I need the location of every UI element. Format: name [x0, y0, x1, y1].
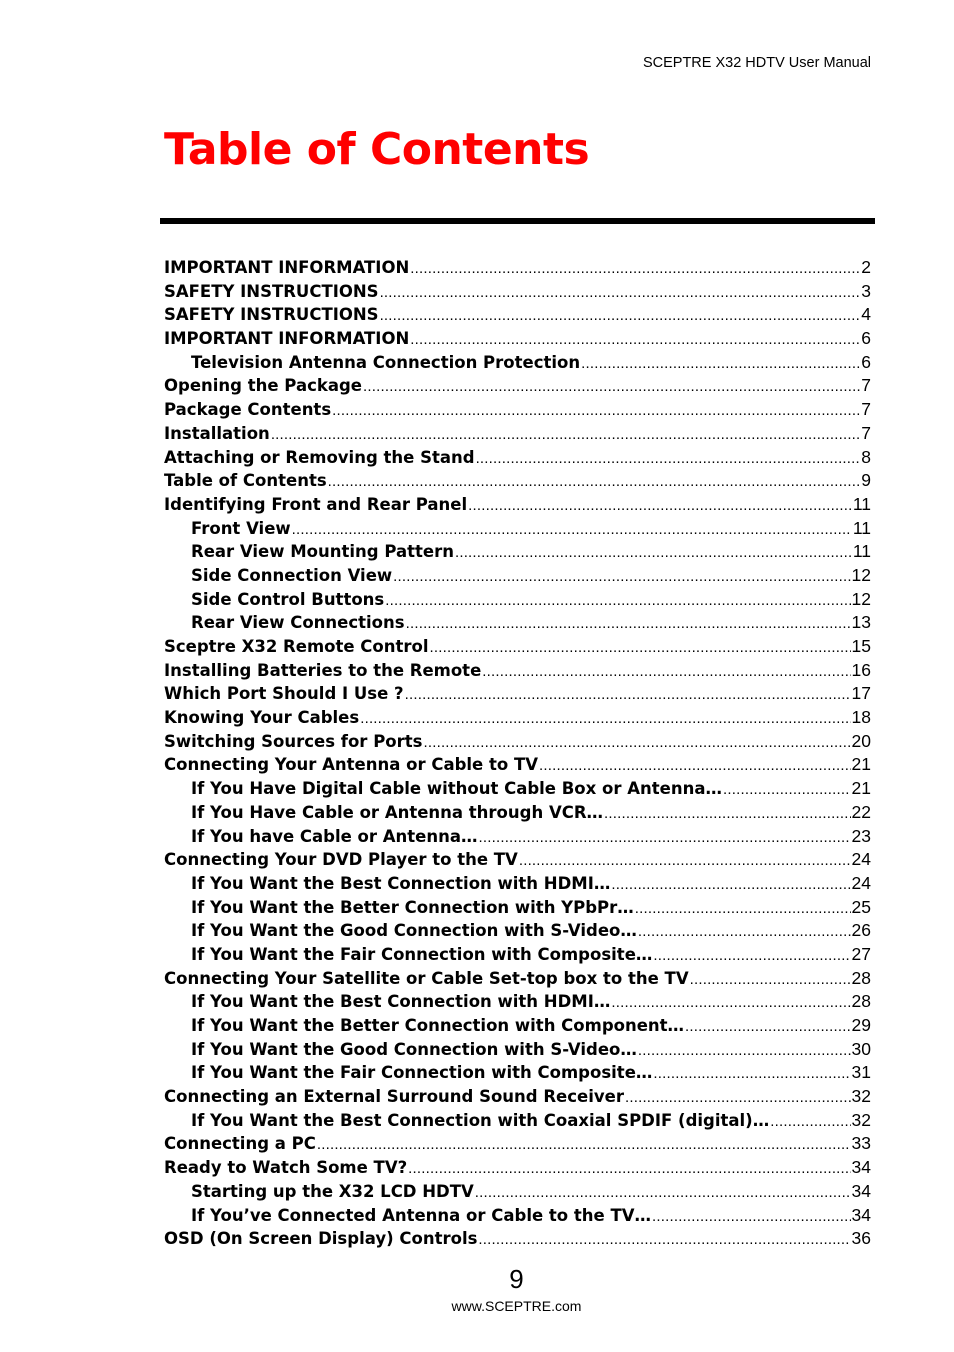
toc-entry-page: 12	[851, 564, 871, 585]
toc-dot-leader	[328, 470, 861, 494]
toc-dot-leader	[380, 304, 861, 328]
toc-subentry[interactable]	[164, 611, 871, 635]
toc-entry[interactable]	[164, 730, 871, 754]
toc-dot-leader	[539, 754, 851, 778]
toc-entry-page: 21	[851, 754, 871, 775]
toc-entry-label: Side Control Buttons	[191, 589, 385, 609]
toc-entry-page: 22	[851, 801, 871, 822]
document-header-title: SCEPTRE X32 HDTV User Manual	[642, 55, 871, 71]
toc-dot-leader	[410, 328, 860, 352]
toc-entry-page: 11	[852, 493, 871, 514]
toc-subentry[interactable]	[164, 896, 871, 920]
toc-entry-page: 32	[851, 1109, 871, 1130]
toc-dot-leader	[519, 849, 851, 873]
toc-dot-leader	[604, 802, 851, 826]
toc-entry-page: 13	[851, 612, 871, 633]
toc-dot-leader	[638, 920, 851, 944]
toc-entry[interactable]	[164, 493, 871, 517]
toc-entry-label: If You Want the Best Connection with HDMI…	[191, 992, 611, 1012]
toc-entry-page: 8	[861, 446, 871, 467]
toc-entry[interactable]	[164, 327, 871, 351]
toc-entry-label: If You’ve Connected Antenna or Cable to the TV…	[191, 1205, 651, 1225]
toc-entry-label: Rear View Mounting Pattern	[191, 542, 454, 562]
toc-dot-leader	[393, 565, 850, 589]
toc-entry-label: Identifying Front and Rear Panel	[164, 494, 468, 514]
toc-dot-leader	[723, 778, 851, 802]
toc-subentry[interactable]	[164, 872, 871, 896]
toc-dot-leader	[611, 873, 850, 897]
toc-entry[interactable]	[164, 280, 871, 304]
toc-entry-page: 11	[852, 517, 871, 538]
toc-entry-page: 23	[851, 825, 871, 846]
toc-entry[interactable]	[164, 967, 871, 991]
toc-dot-leader	[292, 518, 852, 542]
toc-entry-label: Starting up the X32 LCD HDTV	[191, 1181, 474, 1201]
toc-subentry[interactable]	[164, 1109, 871, 1133]
toc-dot-leader	[690, 968, 851, 992]
toc-entry-label: Ready to Watch Some TV?	[164, 1158, 408, 1178]
toc-entry[interactable]	[164, 1227, 871, 1251]
toc-dot-leader	[332, 399, 860, 423]
page-title: Table of Contents	[164, 124, 590, 175]
toc-entry[interactable]	[164, 635, 871, 659]
toc-dot-leader	[653, 1062, 850, 1086]
toc-dot-leader	[475, 1181, 851, 1205]
toc-entry-label: Package Contents	[164, 400, 332, 420]
toc-dot-leader	[770, 1110, 850, 1134]
toc-entry-label: If You Want the Better Connection with Component…	[191, 1016, 685, 1035]
toc-entry-label: Connecting Your Antenna or Cable to TV	[164, 755, 538, 775]
toc-entry-page: 20	[851, 730, 871, 751]
toc-entry-page: 7	[861, 399, 871, 420]
toc-dot-leader	[423, 731, 850, 755]
toc-entry-label: Connecting Your DVD Player to the TV	[164, 850, 518, 870]
toc-subentry[interactable]	[164, 990, 871, 1014]
footer-url: www.SCEPTRE.com	[451, 1298, 582, 1314]
toc-entry-page: 34	[851, 1180, 871, 1201]
toc-entry-label: Which Port Should I Use ?	[164, 684, 404, 704]
toc-dot-leader	[430, 636, 851, 660]
toc-subentry[interactable]	[164, 919, 871, 943]
toc-dot-leader	[478, 1228, 850, 1252]
toc-entry-page: 36	[851, 1228, 871, 1249]
toc-entry-label: If You Have Digital Cable without Cable Box or Antenna…	[191, 779, 722, 799]
toc-subentry[interactable]	[164, 540, 871, 564]
toc-subentry[interactable]	[164, 564, 871, 588]
toc-entry-label: Switching Sources for Ports	[164, 731, 423, 751]
toc-entry[interactable]	[164, 446, 871, 470]
toc-entry[interactable]	[164, 1156, 871, 1180]
toc-entry-page: 2	[861, 257, 871, 277]
toc-entry-label: If You Have Cable or Antenna through VCR…	[191, 802, 604, 822]
toc-entry-label: If You Want the Fair Connection with Composite…	[191, 1063, 653, 1083]
toc-dot-leader	[405, 683, 851, 707]
toc-subentry[interactable]	[164, 1038, 871, 1062]
toc-dot-leader	[408, 1157, 850, 1181]
toc-entry-label: If You Want the Good Connection with S-Video…	[191, 921, 637, 941]
toc-entry[interactable]	[164, 659, 871, 683]
toc-dot-leader	[406, 612, 851, 636]
toc-subentry[interactable]	[164, 351, 871, 375]
page-number: 9	[509, 1264, 524, 1294]
toc-subentry[interactable]	[164, 1204, 871, 1228]
toc-subentry[interactable]	[164, 943, 871, 967]
toc-dot-leader	[380, 281, 861, 305]
toc-entry[interactable]	[164, 398, 871, 422]
toc-entry-page: 16	[851, 659, 871, 680]
toc-entry-label: Installation	[164, 423, 270, 443]
toc-subentry[interactable]	[164, 801, 871, 825]
toc-entry-page: 11	[852, 541, 871, 562]
toc-entry-label: Opening the Package	[164, 376, 362, 396]
toc-entry-page: 18	[851, 707, 871, 728]
toc-entry[interactable]	[164, 469, 871, 493]
toc-entry-label: SAFETY INSTRUCTIONS	[164, 281, 379, 301]
toc-entry-label: OSD (On Screen Display) Controls	[164, 1229, 478, 1249]
toc-subentry[interactable]	[164, 1061, 871, 1085]
toc-entry-page: 24	[851, 849, 871, 870]
toc-entry-page: 25	[851, 896, 871, 917]
toc-entry-page: 7	[861, 422, 871, 443]
toc-entry-page: 9	[861, 470, 871, 491]
toc-entry-page: 3	[861, 280, 871, 301]
toc-entry-label: If You have Cable or Antenna…	[191, 826, 478, 846]
toc-entry-page: 15	[851, 636, 871, 656]
toc-entry-label: Table of Contents	[164, 471, 327, 491]
toc-dot-leader	[611, 991, 850, 1015]
toc-entry-page: 34	[851, 1157, 871, 1178]
toc-entry-page: 34	[851, 1204, 871, 1225]
toc-entry[interactable]	[164, 706, 871, 730]
toc-dot-leader	[363, 375, 860, 399]
toc-entry-label: Installing Batteries to the Remote	[164, 660, 482, 680]
toc-entry-page: 28	[851, 991, 871, 1012]
toc-dot-leader	[638, 1039, 851, 1063]
toc-dot-leader	[685, 1015, 850, 1039]
toc-entry-page: 21	[851, 778, 871, 799]
toc-dot-leader	[468, 494, 852, 518]
toc-dot-leader	[478, 826, 850, 850]
toc-entry-page: 29	[851, 1015, 871, 1035]
toc-entry[interactable]	[164, 682, 871, 706]
toc-entry-page: 30	[851, 1038, 871, 1059]
toc-dot-leader	[581, 352, 860, 376]
toc-subentry[interactable]	[164, 777, 871, 801]
toc-entry-page: 6	[861, 328, 871, 349]
toc-entry[interactable]	[164, 1132, 871, 1156]
toc-entry-label: Rear View Connections	[191, 613, 405, 633]
toc-dot-leader	[317, 1133, 851, 1157]
toc-entry-label: SAFETY INSTRUCTIONS	[164, 305, 379, 325]
toc-entry-page: 17	[851, 683, 871, 704]
toc-entry[interactable]	[164, 256, 871, 280]
toc-entry-label: IMPORTANT INFORMATION	[164, 258, 410, 277]
title-divider	[160, 218, 875, 224]
toc-entry-page: 31	[851, 1062, 871, 1083]
toc-dot-leader	[360, 707, 850, 731]
toc-entry-page: 24	[851, 872, 871, 893]
toc-entry-page: 7	[861, 375, 871, 396]
toc-entry-label: Sceptre X32 Remote Control	[164, 637, 429, 656]
toc-dot-leader	[625, 1086, 851, 1110]
toc-entry[interactable]	[164, 1085, 871, 1109]
toc-entry-page: 26	[851, 920, 871, 941]
toc-dot-leader	[271, 423, 860, 447]
toc-entry[interactable]	[164, 303, 871, 327]
toc-entry[interactable]	[164, 374, 871, 398]
toc-subentry[interactable]	[164, 517, 871, 541]
toc-entry-page: 6	[861, 351, 871, 372]
toc-entry-page: 12	[851, 588, 871, 609]
toc-subentry[interactable]	[164, 825, 871, 849]
toc-dot-leader	[635, 897, 851, 921]
toc-entry-label: If You Want the Good Connection with S-Video…	[191, 1039, 637, 1059]
toc-entry-page: 32	[851, 1086, 871, 1107]
toc-subentry[interactable]	[164, 588, 871, 612]
toc-dot-leader	[455, 541, 852, 565]
toc-dot-leader	[653, 944, 850, 968]
toc-entry-page: 28	[851, 967, 871, 988]
toc-entry[interactable]	[164, 848, 871, 872]
toc-entry[interactable]	[164, 753, 871, 777]
toc-entry-page: 4	[861, 304, 871, 325]
toc-entry-label: Television Antenna Connection Protection	[191, 352, 581, 372]
toc-dot-leader	[476, 447, 861, 471]
toc-dot-leader	[652, 1205, 851, 1229]
toc-dot-leader	[410, 257, 860, 281]
toc-dot-leader	[482, 660, 850, 684]
toc-dot-leader	[385, 589, 850, 613]
toc-subentry[interactable]	[164, 1014, 871, 1038]
toc-entry-label: If You Want the Best Connection with HDMI…	[191, 873, 611, 893]
toc-entry-label: Side Connection View	[191, 565, 393, 585]
toc-entry-label: Connecting an External Surround Sound Receiver	[164, 1087, 624, 1107]
toc-entry-page: 33	[851, 1133, 871, 1154]
toc-entry-label: If You Want the Better Connection with YPbPr…	[191, 897, 634, 917]
toc-entry-label: If You Want the Best Connection with Coaxial SPDIF (digital)…	[191, 1110, 770, 1130]
toc-entry[interactable]	[164, 422, 871, 446]
toc-subentry[interactable]	[164, 1180, 871, 1204]
toc-entry-page: 27	[851, 943, 871, 964]
toc-entry-label: Attaching or Removing the Stand	[164, 447, 475, 467]
table-of-contents	[164, 256, 871, 1251]
toc-entry-label: If You Want the Fair Connection with Composite…	[191, 944, 653, 964]
toc-entry-label: Connecting Your Satellite or Cable Set-top box to the TV	[164, 968, 689, 988]
toc-entry-label: IMPORTANT INFORMATION	[164, 329, 410, 349]
toc-entry-label: Front View	[191, 518, 291, 538]
toc-entry-label: Knowing Your Cables	[164, 708, 360, 728]
toc-entry-label: Connecting a PC	[164, 1134, 316, 1154]
